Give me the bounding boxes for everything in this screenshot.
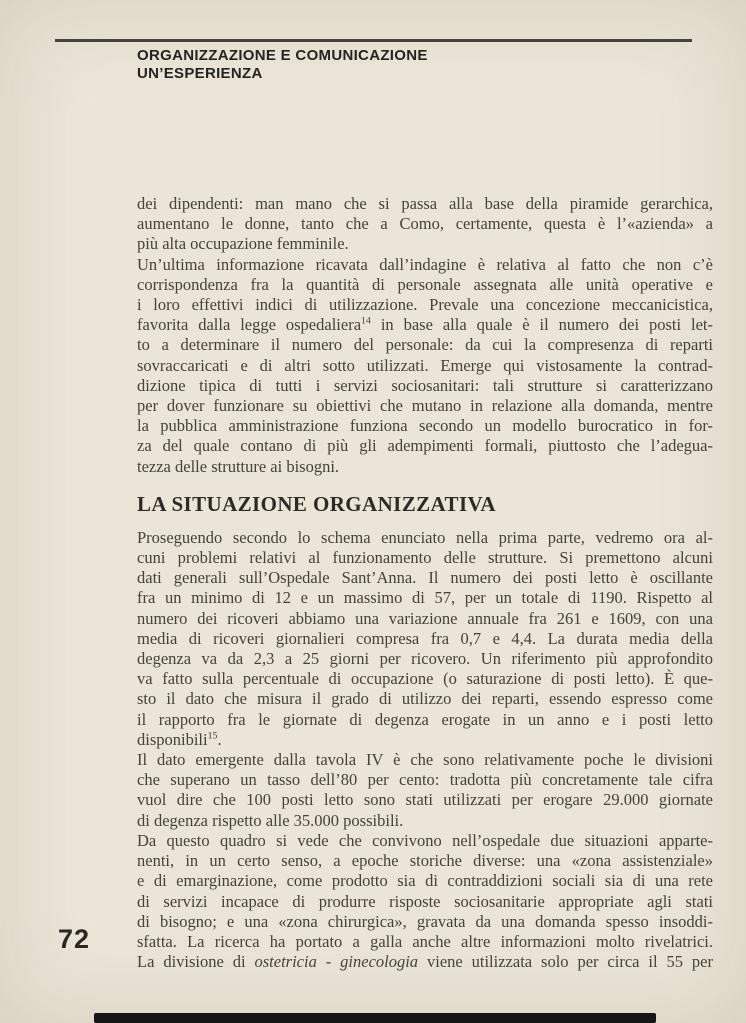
body-line: di degenza rispetto alle 35.000 possibili.: [137, 810, 404, 830]
body-line: i loro effettivi indici di utilizzazione. Prevale una concezione meccanicistica,: [137, 295, 713, 315]
body-line: corrispondenza fra la quantità di personale assegnata alle unità operative e: [137, 274, 713, 294]
section-heading: LA SITUAZIONE ORGANIZZATIVA: [137, 491, 496, 516]
text-column: [137, 194, 713, 972]
body-line: media di ricoveri giornalieri compresa fra 0,7 e 4,4. La durata media della: [137, 628, 713, 648]
body-line: che superano un tasso dell’80 per cento: tradotta più concretamente tale cifra: [137, 770, 713, 790]
running-header-line2: UN’ESPERIENZA: [137, 64, 263, 82]
scan-edge-bar: [94, 1013, 656, 1023]
body-line: per dover funzionare su obiettivi che mutano in relazione alla domanda, mentre: [137, 396, 713, 416]
body-line: Un’ultima informazione ricavata dall’indagine è relativa al fatto che non c’è: [137, 254, 713, 274]
body-line: disponibili$^{15}$.: [137, 729, 222, 749]
body-line: numero dei ricoveri abbiamo una variazione annuale fra 261 e 1609, con una: [137, 608, 713, 628]
body-line: degenza va da 2,3 a 25 giorni per ricovero. Un riferimento più approfondito: [137, 649, 713, 669]
body-line: va fatto sulla percentuale di occupazione (o saturazione di posti letto). È que-: [137, 669, 713, 689]
body-line: tezza delle strutture ai bisogni.: [137, 456, 340, 476]
body-line: to a determinare il numero del personale: da cui la compresenza di reparti: [137, 335, 713, 355]
body-line: Il dato emergente dalla tavola IV è che sono relativamente poche le divisioni: [137, 750, 713, 770]
running-header-line1: ORGANIZZAZIONE E COMUNICAZIONE: [137, 47, 428, 64]
body-line: dizione tipica di tutti i servizi sociosanitari: tali strutture si caratterizzano: [137, 375, 713, 395]
page-number: 72: [58, 924, 91, 954]
body-line: e di emarginazione, come prodotto sia di contraddizioni sociali sia di una rete: [137, 871, 713, 891]
top-rule: [55, 39, 692, 42]
body-line: più alta occupazione femminile.: [137, 234, 349, 254]
body-line: la pubblica amministrazione funziona secondo un modello burocratico in for-: [137, 416, 713, 436]
body-line: fra un minimo di 12 e un massimo di 57, per un totale di 1190. Rispetto al: [137, 588, 713, 608]
body-line: sto il dato che misura il grado di utilizzo dei reparti, essendo espresso come: [137, 689, 713, 709]
body-line: aumentano le donne, tanto che a Como, certamente, questa è l’«azienda» a: [137, 214, 713, 234]
body-line: sovraccaricati e di altri sotto utilizzati. Emerge qui vistosamente la contrad-: [137, 355, 713, 375]
body-line: La divisione di ostetricia - ginecologia viene utilizzata solo per circa il 55 per: [137, 952, 713, 972]
body-line: Proseguendo secondo lo schema enunciato nella prima parte, vedremo ora al-: [137, 527, 713, 547]
body-line: dati generali sull’Ospedale Sant’Anna. Il numero dei posti letto è oscillante: [137, 568, 713, 588]
body-line: nenti, in un certo senso, a epoche storiche diverse: una «zona assistenziale»: [137, 851, 713, 871]
body-line: dei dipendenti: man mano che si passa alla base della piramide gerarchica,: [137, 194, 713, 213]
body-line: favorita dalla legge ospedaliera$^{14}$ in base alla quale è il numero dei posti let-: [137, 315, 713, 335]
body-line: vuol dire che 100 posti letto sono stati utilizzati per erogare 29.000 giornate: [137, 790, 713, 810]
body-line: Da questo quadro si vede che convivono nell’ospedale due situazioni apparte-: [137, 830, 713, 850]
body-line: di servizi incapace di produrre risposte sociosanitarie appropriate agli stati: [137, 891, 713, 911]
body-line: za del quale contano di più gli adempimenti formali, piuttosto che l’adegua-: [137, 436, 713, 456]
body-line: sfatta. La ricerca ha portato a galla anche altre informazioni molto rivelatrici.: [137, 931, 713, 951]
body-line: di bisogno; e una «zona chirurgica», gravata da una domanda spesso insoddi-: [137, 911, 713, 931]
body-line: il rapporto fra le giornate di degenza erogate in un anno e i posti letto: [137, 709, 713, 729]
body-line: cuni problemi relativi al funzionamento delle strutture. Si premettono alcuni: [137, 548, 713, 568]
running-header: [137, 47, 428, 82]
